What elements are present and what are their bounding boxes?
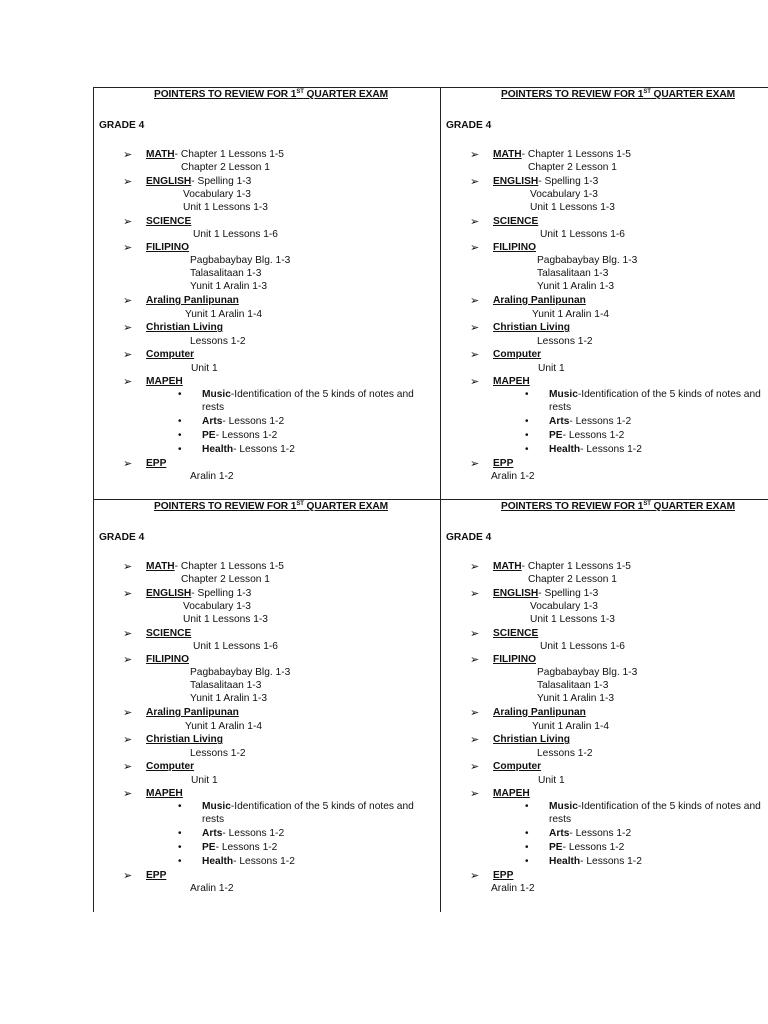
bullet-icon: • [525, 856, 529, 867]
computer-label: Computer [146, 761, 195, 772]
computer-label: Computer [493, 761, 542, 772]
card-bottom-right [440, 499, 768, 912]
araling-panlipunan-label: Araling Panlipunan [493, 295, 586, 306]
review-sheet [93, 87, 768, 912]
filipino-label: FILIPINO [493, 654, 537, 665]
english-label: ENGLISH [493, 588, 539, 599]
arrow-icon: ➢ [123, 870, 133, 882]
card-top-right [440, 87, 768, 500]
arts-item: Arts- Lessons 1-2 [549, 416, 632, 427]
epp-line-2: Aralin 1-2 [491, 471, 535, 482]
mapeh-label: MAPEH [493, 788, 530, 799]
english-item: ENGLISH- Spelling 1-3 [493, 176, 599, 187]
filipino-line-3: Talasalitaan 1-3 [537, 680, 609, 691]
science-label: SCIENCE [493, 628, 539, 639]
english-label: ENGLISH [146, 588, 192, 599]
christian-living-line-2: Lessons 1-2 [537, 336, 593, 347]
araling-panlipunan-label: Araling Panlipunan [146, 707, 239, 718]
epp-line-2: Aralin 1-2 [491, 883, 535, 894]
mapeh-label: MAPEH [146, 376, 183, 387]
filipino-line-2: Pagbabaybay Blg. 1-3 [537, 667, 638, 678]
pe-item: PE- Lessons 1-2 [202, 842, 278, 853]
epp-label: EPP [146, 870, 167, 881]
christian-living-line-2: Lessons 1-2 [190, 748, 246, 759]
epp-label: EPP [493, 870, 514, 881]
araling-panlipunan-line-2: Yunit 1 Aralin 1-4 [532, 721, 610, 732]
filipino-label: FILIPINO [146, 242, 190, 253]
filipino-line-4: Yunit 1 Aralin 1-3 [190, 281, 268, 292]
card-title: POINTERS TO REVIEW FOR 1ST QUARTER EXAM [154, 501, 388, 512]
filipino-line-2: Pagbabaybay Blg. 1-3 [537, 255, 638, 266]
arrow-icon: ➢ [470, 707, 480, 719]
arrow-icon: ➢ [123, 788, 133, 800]
math-label: MATH [493, 149, 522, 160]
math-item: MATH- Chapter 1 Lessons 1-5 [146, 149, 284, 160]
arrow-icon: ➢ [123, 588, 133, 600]
epp-line-2: Aralin 1-2 [190, 883, 234, 894]
health-item: Health- Lessons 1-2 [202, 856, 295, 867]
health-item: Health- Lessons 1-2 [549, 444, 642, 455]
math-item: MATH- Chapter 1 Lessons 1-5 [493, 149, 631, 160]
arrow-icon: ➢ [470, 870, 480, 882]
grade-level: GRADE 4 [99, 120, 145, 131]
filipino-label: FILIPINO [493, 242, 537, 253]
music-item: Music-Identification of the 5 kinds of notes and [549, 389, 761, 400]
arrow-icon: ➢ [123, 149, 133, 161]
arrow-icon: ➢ [470, 761, 480, 773]
filipino-line-2: Pagbabaybay Blg. 1-3 [190, 667, 291, 678]
health-item: Health- Lessons 1-2 [549, 856, 642, 867]
filipino-line-3: Talasalitaan 1-3 [190, 268, 262, 279]
card-top-left [93, 87, 441, 500]
arrow-icon: ➢ [123, 376, 133, 388]
mapeh-label: MAPEH [493, 376, 530, 387]
science-label: SCIENCE [146, 628, 192, 639]
arrow-icon: ➢ [470, 588, 480, 600]
music-line-2: rests [202, 402, 225, 413]
english-item: ENGLISH- Spelling 1-3 [146, 176, 252, 187]
arrow-icon: ➢ [470, 788, 480, 800]
pe-item: PE- Lessons 1-2 [202, 430, 278, 441]
arrow-icon: ➢ [123, 458, 133, 470]
filipino-label: FILIPINO [146, 654, 190, 665]
grade-level: GRADE 4 [99, 532, 145, 543]
science-label: SCIENCE [493, 216, 539, 227]
english-line-2: Vocabulary 1-3 [530, 189, 598, 200]
computer-label: Computer [146, 349, 195, 360]
music-item: Music-Identification of the 5 kinds of notes and [202, 389, 414, 400]
science-line-2: Unit 1 Lessons 1-6 [540, 229, 625, 240]
bullet-icon: • [178, 856, 182, 867]
christian-living-label: Christian Living [493, 734, 570, 745]
arrow-icon: ➢ [470, 628, 480, 640]
araling-panlipunan-line-2: Yunit 1 Aralin 1-4 [185, 309, 263, 320]
filipino-line-4: Yunit 1 Aralin 1-3 [537, 693, 615, 704]
bullet-icon: • [525, 842, 529, 853]
arts-item: Arts- Lessons 1-2 [549, 828, 632, 839]
bullet-icon: • [178, 801, 182, 812]
math-label: MATH [146, 561, 175, 572]
christian-living-label: Christian Living [146, 734, 223, 745]
card-title: POINTERS TO REVIEW FOR 1ST QUARTER EXAM [154, 89, 388, 100]
math-line-2: Chapter 2 Lesson 1 [528, 574, 617, 585]
christian-living-line-2: Lessons 1-2 [537, 748, 593, 759]
filipino-line-3: Talasalitaan 1-3 [190, 680, 262, 691]
arrow-icon: ➢ [123, 761, 133, 773]
health-item: Health- Lessons 1-2 [202, 444, 295, 455]
music-line-2: rests [549, 814, 572, 825]
arrow-icon: ➢ [470, 322, 480, 334]
arrow-icon: ➢ [470, 654, 480, 666]
bullet-icon: • [525, 444, 529, 455]
bullet-icon: • [178, 828, 182, 839]
math-item: MATH- Chapter 1 Lessons 1-5 [493, 561, 631, 572]
arrow-icon: ➢ [123, 654, 133, 666]
card-title: POINTERS TO REVIEW FOR 1ST QUARTER EXAM [501, 501, 735, 512]
english-item: ENGLISH- Spelling 1-3 [146, 588, 252, 599]
bullet-icon: • [178, 842, 182, 853]
christian-living-label: Christian Living [146, 322, 223, 333]
english-item: ENGLISH- Spelling 1-3 [493, 588, 599, 599]
music-item: Music-Identification of the 5 kinds of notes and [549, 801, 761, 812]
arts-item: Arts- Lessons 1-2 [202, 416, 285, 427]
bullet-icon: • [525, 416, 529, 427]
card-bottom-left [93, 499, 441, 912]
math-label: MATH [493, 561, 522, 572]
bullet-icon: • [178, 444, 182, 455]
arrow-icon: ➢ [470, 176, 480, 188]
english-line-2: Vocabulary 1-3 [183, 601, 251, 612]
arrow-icon: ➢ [470, 295, 480, 307]
music-line-2: rests [549, 402, 572, 413]
arts-item: Arts- Lessons 1-2 [202, 828, 285, 839]
music-item: Music-Identification of the 5 kinds of notes and [202, 801, 414, 812]
english-label: ENGLISH [146, 176, 192, 187]
arrow-icon: ➢ [123, 707, 133, 719]
mapeh-label: MAPEH [146, 788, 183, 799]
arrow-icon: ➢ [470, 349, 480, 361]
filipino-line-4: Yunit 1 Aralin 1-3 [190, 693, 268, 704]
araling-panlipunan-line-2: Yunit 1 Aralin 1-4 [185, 721, 263, 732]
bullet-icon: • [178, 430, 182, 441]
bullet-icon: • [525, 430, 529, 441]
english-line-3: Unit 1 Lessons 1-3 [183, 202, 268, 213]
arrow-icon: ➢ [470, 734, 480, 746]
arrow-icon: ➢ [470, 242, 480, 254]
filipino-line-4: Yunit 1 Aralin 1-3 [537, 281, 615, 292]
pe-item: PE- Lessons 1-2 [549, 430, 625, 441]
bullet-icon: • [525, 828, 529, 839]
pe-item: PE- Lessons 1-2 [549, 842, 625, 853]
math-label: MATH [146, 149, 175, 160]
arrow-icon: ➢ [123, 176, 133, 188]
arrow-icon: ➢ [123, 349, 133, 361]
arrow-icon: ➢ [470, 376, 480, 388]
arrow-icon: ➢ [123, 322, 133, 334]
arrow-icon: ➢ [470, 458, 480, 470]
bullet-icon: • [178, 416, 182, 427]
science-line-2: Unit 1 Lessons 1-6 [193, 229, 278, 240]
computer-label: Computer [493, 349, 542, 360]
math-item: MATH- Chapter 1 Lessons 1-5 [146, 561, 284, 572]
araling-panlipunan-label: Araling Panlipunan [493, 707, 586, 718]
arrow-icon: ➢ [470, 216, 480, 228]
english-line-3: Unit 1 Lessons 1-3 [530, 202, 615, 213]
araling-panlipunan-label: Araling Panlipunan [146, 295, 239, 306]
computer-line-2: Unit 1 [538, 775, 565, 786]
grade-level: GRADE 4 [446, 532, 492, 543]
arrow-icon: ➢ [123, 628, 133, 640]
english-line-2: Vocabulary 1-3 [530, 601, 598, 612]
science-label: SCIENCE [146, 216, 192, 227]
arrow-icon: ➢ [470, 561, 480, 573]
arrow-icon: ➢ [470, 149, 480, 161]
math-line-2: Chapter 2 Lesson 1 [181, 574, 270, 585]
arrow-icon: ➢ [123, 242, 133, 254]
english-line-3: Unit 1 Lessons 1-3 [183, 614, 268, 625]
arrow-icon: ➢ [123, 216, 133, 228]
music-line-2: rests [202, 814, 225, 825]
card-title: POINTERS TO REVIEW FOR 1ST QUARTER EXAM [501, 89, 735, 100]
bullet-icon: • [525, 801, 529, 812]
christian-living-label: Christian Living [493, 322, 570, 333]
araling-panlipunan-line-2: Yunit 1 Aralin 1-4 [532, 309, 610, 320]
computer-line-2: Unit 1 [538, 363, 565, 374]
math-line-2: Chapter 2 Lesson 1 [181, 162, 270, 173]
computer-line-2: Unit 1 [191, 363, 218, 374]
grade-level: GRADE 4 [446, 120, 492, 131]
bullet-icon: • [178, 389, 182, 400]
english-line-2: Vocabulary 1-3 [183, 189, 251, 200]
computer-line-2: Unit 1 [191, 775, 218, 786]
english-label: ENGLISH [493, 176, 539, 187]
science-line-2: Unit 1 Lessons 1-6 [193, 641, 278, 652]
filipino-line-2: Pagbabaybay Blg. 1-3 [190, 255, 291, 266]
arrow-icon: ➢ [123, 734, 133, 746]
epp-label: EPP [146, 458, 167, 469]
christian-living-line-2: Lessons 1-2 [190, 336, 246, 347]
science-line-2: Unit 1 Lessons 1-6 [540, 641, 625, 652]
arrow-icon: ➢ [123, 561, 133, 573]
epp-line-2: Aralin 1-2 [190, 471, 234, 482]
english-line-3: Unit 1 Lessons 1-3 [530, 614, 615, 625]
arrow-icon: ➢ [123, 295, 133, 307]
math-line-2: Chapter 2 Lesson 1 [528, 162, 617, 173]
filipino-line-3: Talasalitaan 1-3 [537, 268, 609, 279]
bullet-icon: • [525, 389, 529, 400]
epp-label: EPP [493, 458, 514, 469]
